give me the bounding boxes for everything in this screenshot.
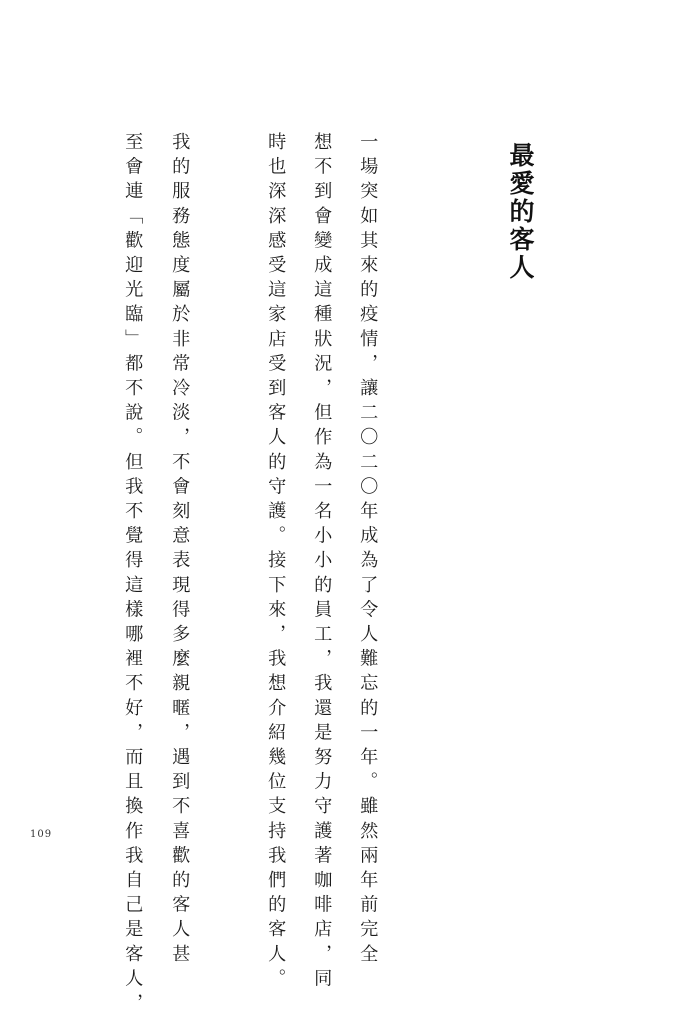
paragraph-2-line-1: 我的服務態度屬於非常冷淡，不會刻意表現得多麼親暱，遇到不喜歡的客人甚 — [169, 132, 191, 969]
paragraph-2-line-2: 至會連「歡迎光臨」都不說。但我不覺得這樣哪裡不好，而且換作我自己是客人， — [122, 132, 144, 1018]
chapter-title: 最愛的客人 — [506, 142, 535, 282]
paragraph-1-line-1: 一場突如其來的疫情，讓二〇二〇年成為了令人難忘的一年。雖然兩年前完全 — [357, 132, 379, 969]
paragraph-1-line-2: 想不到會變成這種狀況，但作為一名小小的員工，我還是努力守護著咖啡店，同 — [311, 132, 333, 993]
paragraph-1-line-3: 時也深深感受這家店受到客人的守護。接下來，我想介紹幾位支持我們的客人。 — [265, 132, 287, 993]
page-number: 109 — [30, 829, 53, 840]
